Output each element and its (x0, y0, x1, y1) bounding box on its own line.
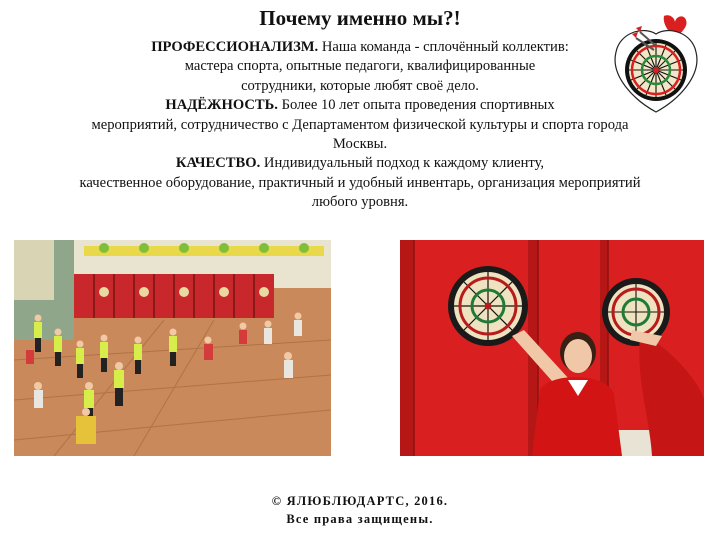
reliability-line-1: Более 10 лет опыта проведения спортивных (277, 97, 555, 114)
reliability-heading: НАДЁЖНОСТЬ. (165, 97, 278, 114)
professionalism-line-3: сотрудники, которые любят своё дело. (241, 77, 479, 94)
darts-player-photo (400, 240, 704, 456)
copyright-line: © ЯЛЮБЛЮДАРТС, 2016. (271, 494, 449, 508)
gym-event-photo (14, 240, 331, 456)
professionalism-heading: ПРОФЕССИОНАЛИЗМ. (151, 39, 319, 55)
quality-line-1: Индивидуальный подход к каждому клиенту, (260, 155, 545, 172)
quality-line-3: любого уровня. (311, 194, 409, 211)
rights-line: Все права защищены. (286, 512, 434, 526)
copyright-footer (0, 492, 720, 528)
reliability-line-3: Москвы. (332, 136, 388, 153)
page-title: Почему именно мы?! (259, 6, 461, 30)
professionalism-line-1: Наша команда - сплочённый коллектив: (318, 39, 569, 55)
dartboard-logo (606, 14, 708, 114)
reliability-line-2: мероприятий, сотрудничество с Департаментом физической культуры и спорта города (91, 116, 629, 133)
quality-line-2: качественное оборудование, практичный и удобный инвентарь, организация мероприятий (79, 174, 641, 191)
professionalism-line-2: мастера спорта, опытные педагоги, квалифицированные (184, 58, 536, 75)
quality-heading: КАЧЕСТВО. (175, 155, 261, 172)
